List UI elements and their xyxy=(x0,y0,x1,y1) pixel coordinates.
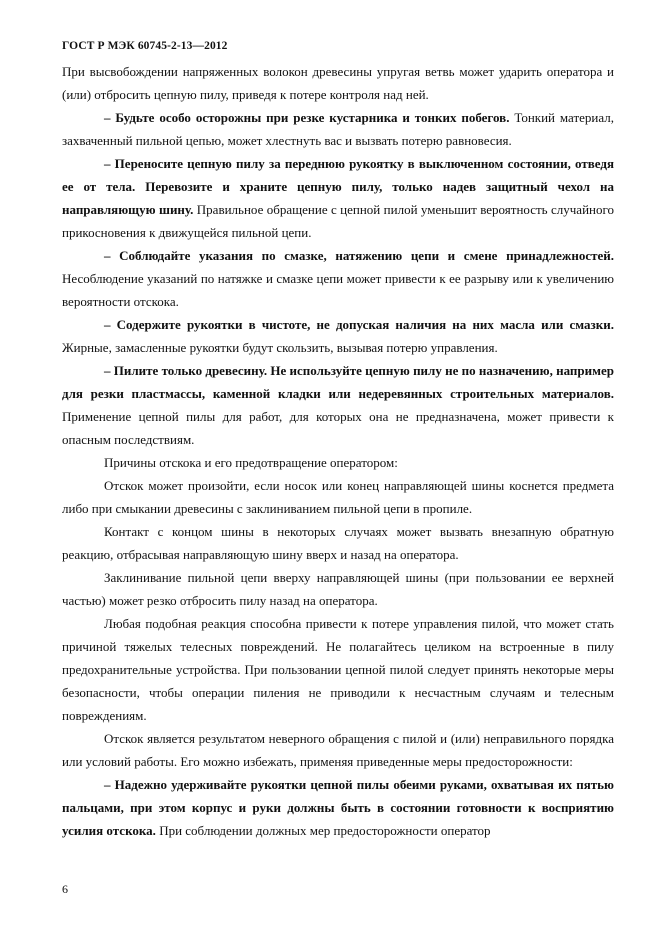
paragraph xyxy=(62,106,614,152)
paragraph xyxy=(62,244,614,313)
paragraph-text: Несоблюдение указаний по натяжке и смазке цепи может привести к ее разрыву или к увеличению вероятности отскока. xyxy=(62,271,614,309)
paragraph xyxy=(62,60,614,106)
paragraph xyxy=(62,520,614,566)
paragraph-bold: – Переносите цепную пилу за переднюю рукоятку в выключенном состоянии, отведя ее от тела. Перевозите и храните цепную пилу, только надев защитный чехол на направляющую шину. xyxy=(62,156,614,217)
page-number: 6 xyxy=(62,882,68,896)
paragraph-text: Правильное обращение с цепной пилой уменьшит вероятность случайного прикосновения к движущейся пильной цепи. xyxy=(62,202,614,240)
paragraph xyxy=(62,474,614,520)
paragraph-text: Жирные, замасленные рукоятки будут скользить, вызывая потерю управления. xyxy=(62,340,498,355)
paragraph-text: При высвобождении напряженных волокон древесины упругая ветвь может ударить оператора и (или) отбросить цепную пилу, приведя к потере контроля над ней. xyxy=(62,64,614,102)
standard-header: ГОСТ Р МЭК 60745-2-13—2012 xyxy=(62,40,228,52)
document-body xyxy=(62,60,614,842)
paragraph xyxy=(62,359,614,451)
paragraph xyxy=(62,773,614,842)
paragraph-text: Отскок является результатом неверного обращения с пилой и (или) неправильного порядка или условий работы. Его можно избежать, применяя приведенные меры предосторожности: xyxy=(62,731,614,769)
paragraph xyxy=(62,566,614,612)
paragraph-text: Любая подобная реакция способна привести к потере управления пилой, что может стать причиной тяжелых телесных повреждений. Не полагайтесь целиком на встроенные в пилу предохранительные устройства. При пользовании цепной пилой следует принять некоторые меры безопасности, чтобы операции пиления не приводили к несчастным случаям и телесным повреждениям. xyxy=(62,616,614,723)
paragraph xyxy=(62,451,614,474)
paragraph-bold: – Пилите только древесину. Не используйте цепную пилу не по назначению, например для резки пластмассы, каменной кладки или недеревянных строительных материалов. xyxy=(62,363,614,401)
paragraph-text: Причины отскока и его предотвращение оператором: xyxy=(104,455,398,470)
paragraph xyxy=(62,313,614,359)
paragraph-text: Применение цепной пилы для работ, для которых она не предназначена, может привести к опасным последствиям. xyxy=(62,409,614,447)
paragraph-bold: – Будьте особо осторожны при резке кустарника и тонких побегов. xyxy=(104,110,510,125)
paragraph-text: Контакт с концом шины в некоторых случаях может вызвать внезапную обратную реакцию, отбрасывая направляющую шину вверх и назад на оператора. xyxy=(62,524,614,562)
paragraph-text: При соблюдении должных мер предосторожности оператор xyxy=(155,823,491,838)
paragraph-text: Заклинивание пильной цепи вверху направляющей шины (при пользовании ее верхней частью) может резко отбросить пилу назад на оператора. xyxy=(62,570,614,608)
paragraph-bold: – Соблюдайте указания по смазке, натяжению цепи и смене принадлежностей. xyxy=(104,248,614,263)
paragraph xyxy=(62,152,614,244)
paragraph-bold: – Содержите рукоятки в чистоте, не допуская наличия на них масла или смазки. xyxy=(104,317,614,332)
paragraph-text: Тонкий материал, захваченный пильной цепью, может хлестнуть вас и вызвать потерю равновесия. xyxy=(62,110,614,148)
paragraph-bold: – Надежно удерживайте рукоятки цепной пилы обеими руками, охватывая их пятью пальцами, при этом корпус и руки должны быть в состоянии готовности к восприятию усилия отскока. xyxy=(62,777,614,838)
paragraph-text: Отскок может произойти, если носок или конец направляющей шины коснется предмета либо при смыкании древесины с заклиниванием пильной цепи в пропиле. xyxy=(62,478,614,516)
paragraph xyxy=(62,727,614,773)
paragraph xyxy=(62,612,614,727)
